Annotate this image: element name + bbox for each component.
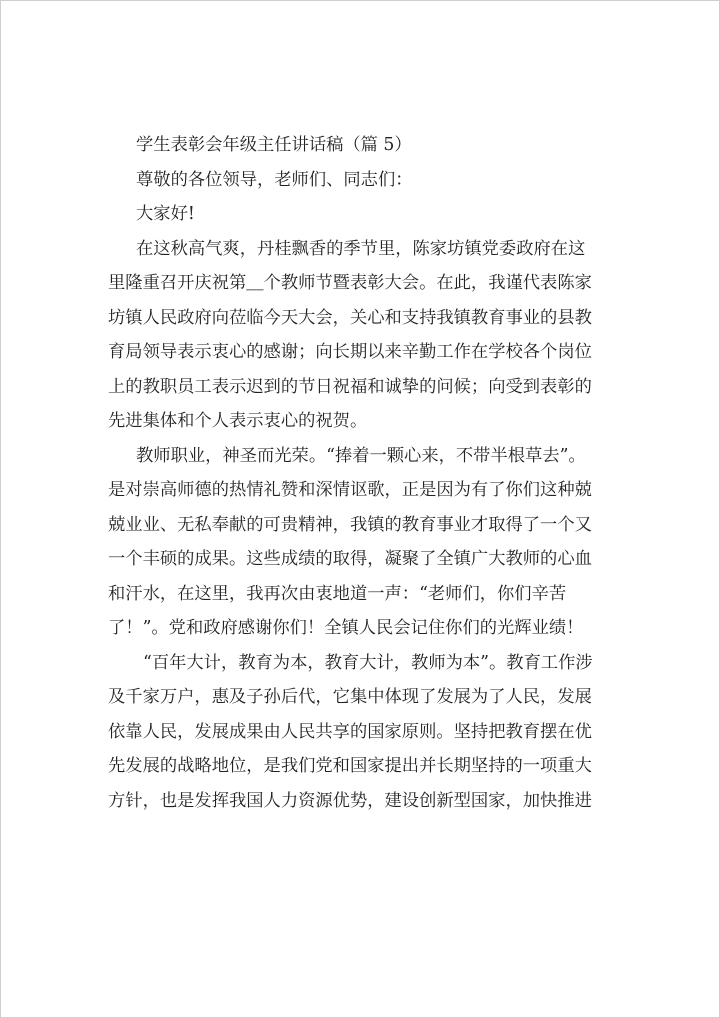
document-title: 学生表彰会年级主任讲话稿（篇 5）: [136, 135, 412, 155]
paragraph-line: “百年大计，教育为本，教育大计，教师为本”。教育工作涉: [143, 652, 593, 673]
paragraph-line: 教师职业，神圣而光荣。“捧着一颗心来，不带半根草去”。: [136, 445, 586, 466]
paragraph-1: [108, 232, 648, 439]
paragraph-line: 先进集体和个人表示衷心的祝贺。: [108, 411, 368, 431]
paragraph-line: 依靠人民，发展成果由人民共享的国家原则。坚持把教育摆在优: [108, 721, 592, 742]
document-body: [108, 128, 648, 818]
paragraph-line: 育局领导表示衷心的感谢；向长期以来辛勤工作在学校各个岗位: [108, 342, 592, 362]
paragraph-line: 上的教职员工表示迟到的节日祝福和诚挚的问候；向受到表彰的: [108, 376, 592, 397]
paragraph-line: 在这秋高气爽，丹桂飘香的季节里，陈家坊镇党委政府在这: [136, 238, 586, 259]
paragraph-line: 兢业业、无私奉献的可贵精神，我镇的教育事业才取得了一个又: [108, 514, 592, 535]
paragraph-line: 里隆重召开庆祝第＿个教师节暨表彰大会。在此，我谨代表陈家: [108, 273, 592, 293]
paragraph-line: 是对崇高师德的热情礼赞和深情讴歌，正是因为有了你们这种兢: [108, 480, 592, 500]
paragraph-line: 先发展的战略地位，是我们党和国家提出并长期坚持的一项重大: [108, 756, 592, 776]
paragraph-line: 方针，也是发挥我国人力资源优势，建设创新型国家，加快推进: [108, 790, 592, 811]
paragraph-line: 了！”。党和政府感谢你们！全镇人民会记住你们的光辉业绩！: [108, 618, 584, 638]
paragraph-line: 和汗水，在这里，我再次由衷地道一声：“老师们，你们辛苦: [108, 583, 567, 604]
paragraph-3: [108, 646, 648, 819]
greeting: 大家好!: [136, 204, 195, 224]
paragraph-2: [108, 439, 648, 646]
paragraph-line: 坊镇人民政府向莅临今天大会，关心和支持我镇教育事业的县教: [108, 307, 592, 328]
paragraph-line: 及千家万户，惠及子孙后代，它集中体现了发展为了人民，发展: [108, 687, 592, 707]
salutation: 尊敬的各位领导，老师们、同志们：: [136, 169, 413, 190]
paragraph-line: 一个丰硕的成果。这些成绩的取得，凝聚了全镇广大教师的心血: [108, 549, 592, 569]
